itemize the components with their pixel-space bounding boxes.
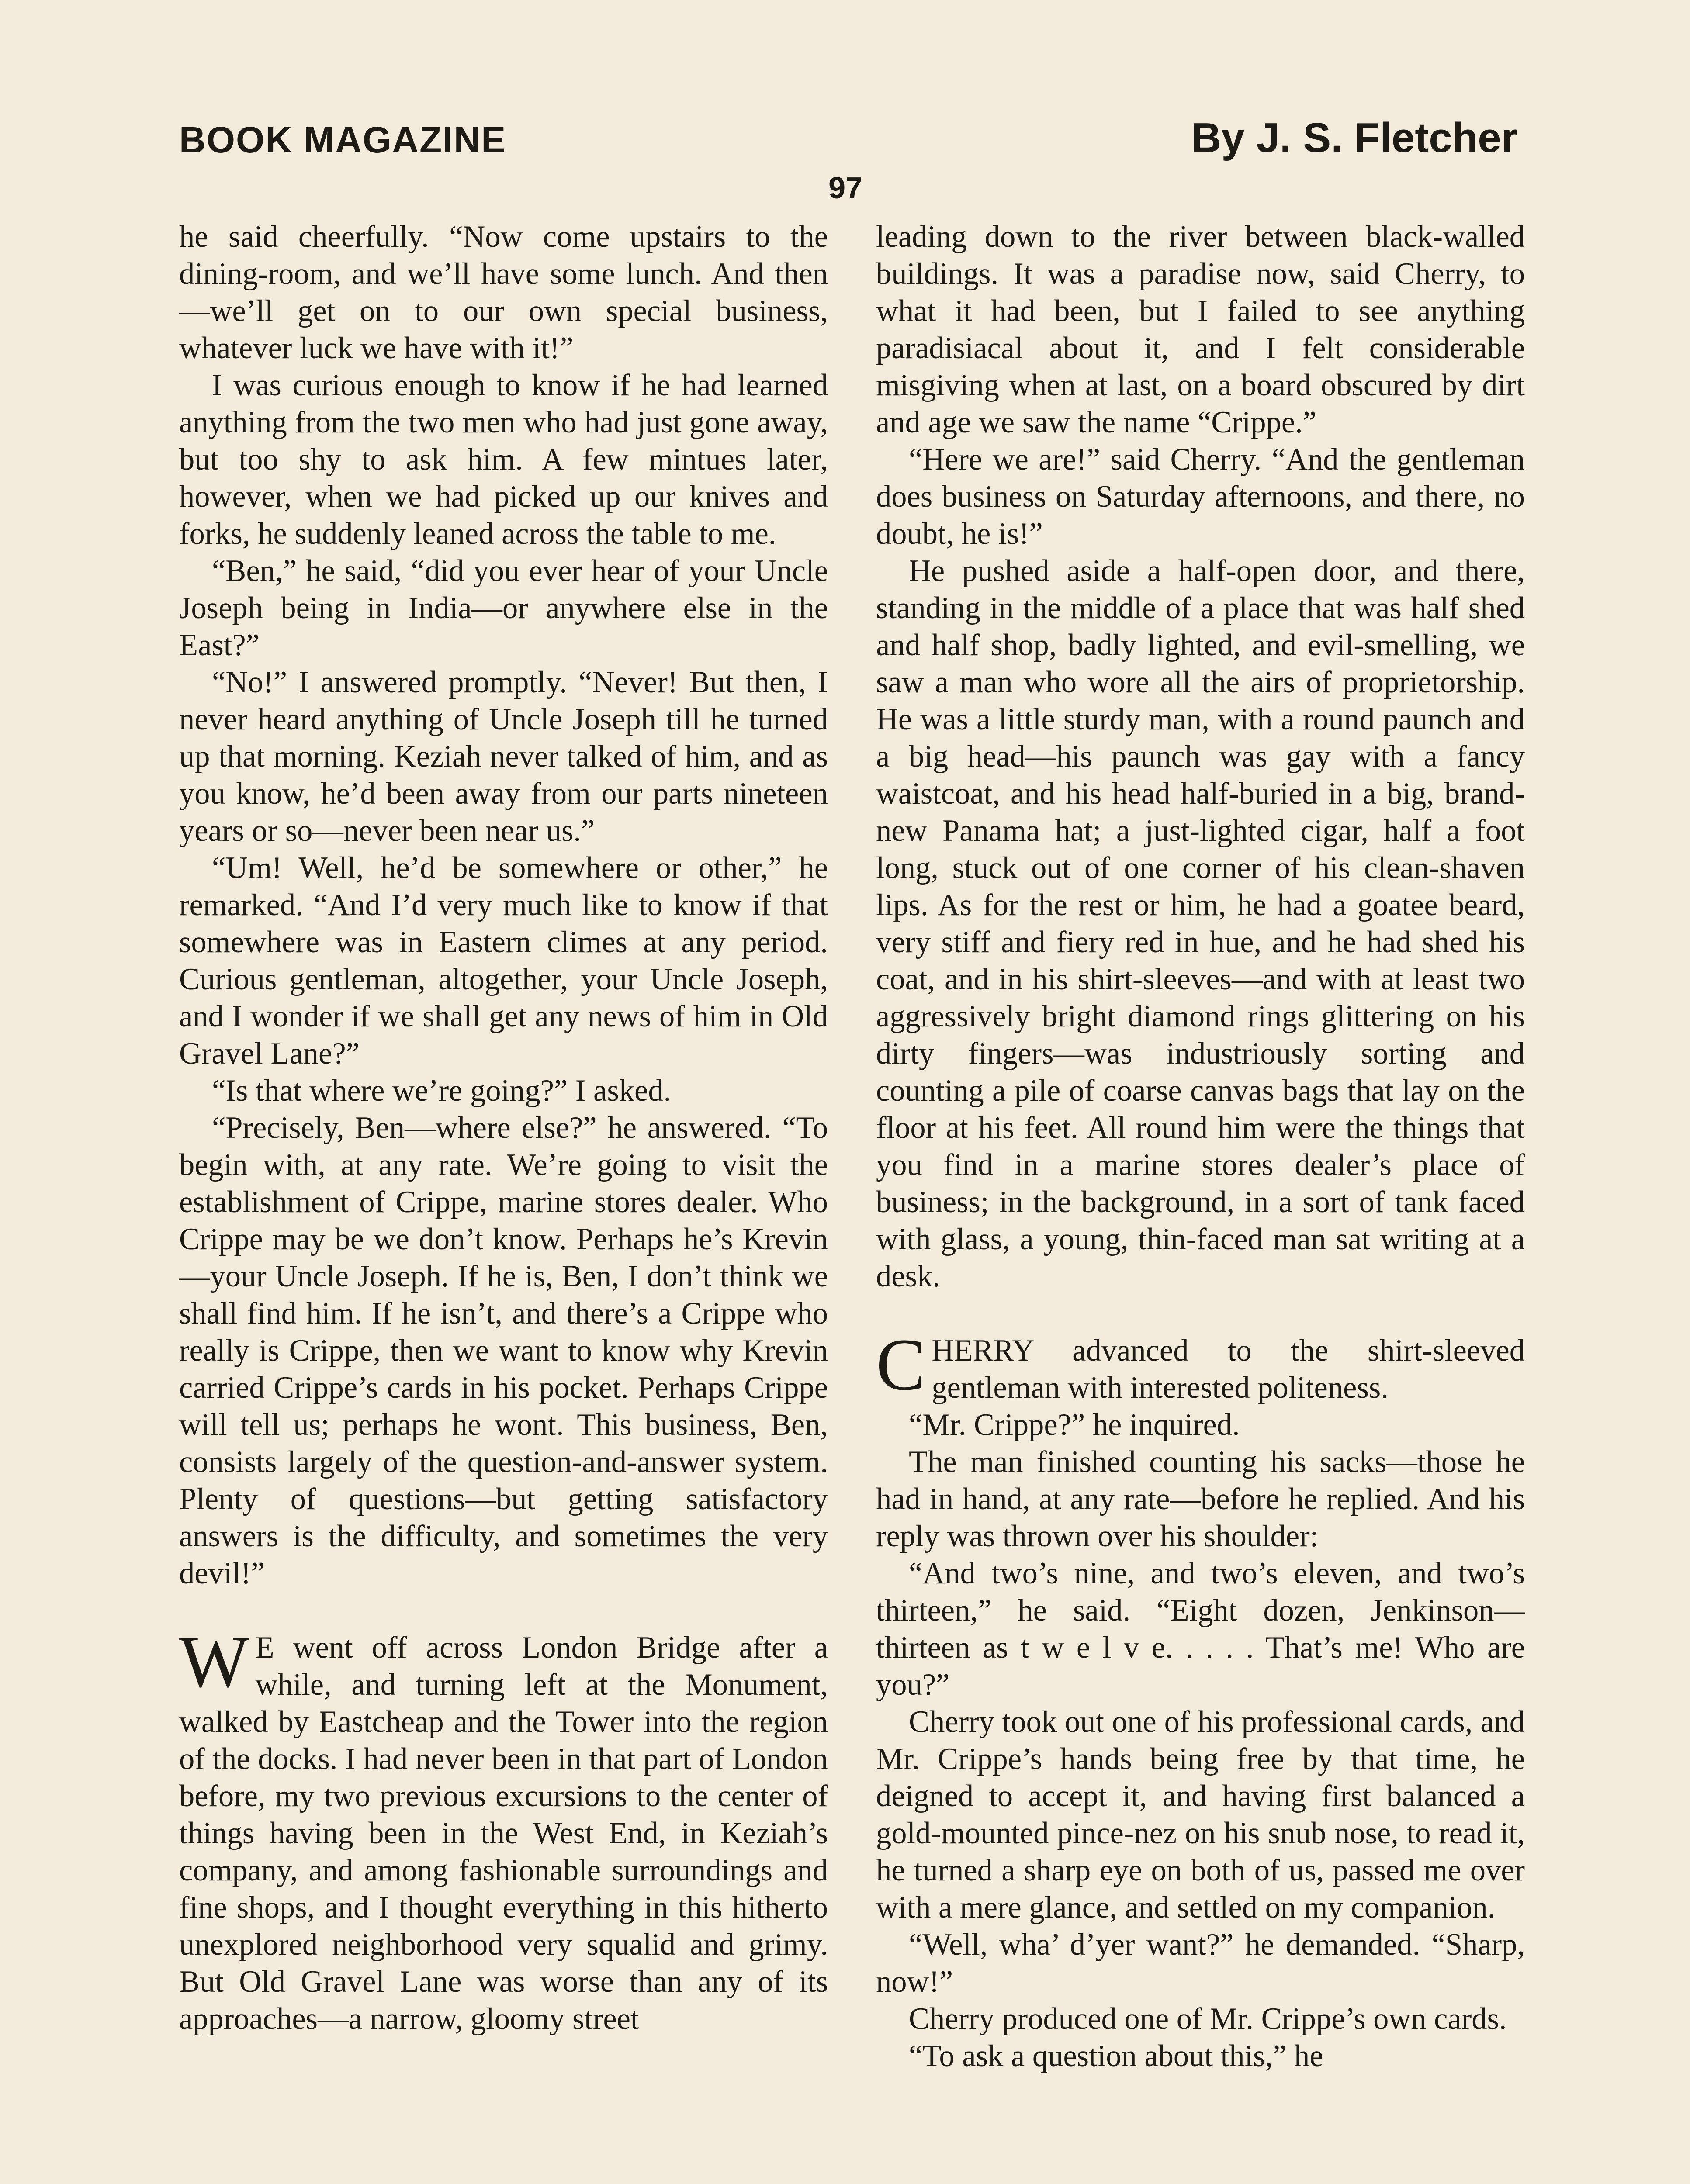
paragraph: “No!” I answered promptly. “Never! But then, I never heard anything of Uncle Joseph till he turned up that morning. Keziah never talked of him, and as you know, he’d been away from our parts nineteen years or so—never been near us.” xyxy=(179,665,828,848)
paragraph-text: HERRY advanced to the shirt-sleeved gentleman with interested politeness. xyxy=(932,1334,1525,1405)
paragraph: he said cheerfully. “Now come upstairs to the dining-room, and we’ll have some lunch. And then—we’ll get on to our own special business, whatever luck we have with it!” xyxy=(179,220,828,365)
magazine-title: BOOK MAGAZINE xyxy=(179,119,507,160)
paragraph: I was curious enough to know if he had learned anything from the two men who had just gone away, but too shy to ask him. A few mintues later, however, when we had picked up our knives and forks, he suddenly leaned across the table to me. xyxy=(179,368,828,551)
author-byline: By J. S. Fletcher xyxy=(1191,114,1517,161)
section-paragraph xyxy=(179,1621,828,2038)
paragraph: “Precisely, Ben—where else?” he answered. “To begin with, at any rate. We’re going to visit the establishment of Crippe, marine stores dealer. Who Crippe may be we don’t know. Perhaps he’s Krevin —your Uncle Joseph. If he is, Ben, I don’t think we shall find him. If he isn’t, and there’s a Crippe who really is Crippe, then we want to know why Krevin carried Crippe’s cards in his pocket. Perhaps Crippe will tell us; perhaps he wont. This business, Ben, consists largely of the question-and-answer system. Plenty of questions—but getting satisfactory answers is the difficulty, and sometimes the very devil!” xyxy=(179,1111,828,1590)
right-column xyxy=(876,218,1525,2075)
paragraph: He pushed aside a half-open door, and there, standing in the middle of a place that was half shed and half shop, badly lighted, and evil-smelling, we saw a man who wore all the airs of proprietorship. He was a little sturdy man, with a round paunch and a big head—his paunch was gay with a fancy waistcoat, and his head half-buried in a big, brand-new Panama hat; a just-lighted cigar, half a foot long, stuck out of one corner of his clean-shaven lips. As for the rest or him, he had a goatee beard, very stiff and fiery red in hue, and he had shed his coat, and in his shirt-sleeves—and with at least two aggressively bright diamond rings glittering on his dirty fingers—was industriously sorting and counting a pile of coarse canvas bags that lay on the floor at his feet. All round him were the things that you find in a marine stores dealer’s place of business; in the background, in a sort of tank faced with glass, a young, thin-faced man sat writing at a desk. xyxy=(876,554,1525,1293)
paragraph: Cherry produced one of Mr. Crippe’s own cards. xyxy=(909,2002,1507,2036)
left-column xyxy=(179,218,828,2038)
paragraph: “Um! Well, he’d be somewhere or other,” he remarked. “And I’d very much like to know if that somewhere was in Eastern climes at any period. Curious gentleman, altogether, your Uncle Joseph, and I wonder if we shall get any news of him in Old Gravel Lane?” xyxy=(179,851,828,1071)
paragraph: leading down to the river between black-walled buildings. It was a paradise now, said Cherry, to what it had been, but I failed to see anything paradisiacal about it, and I felt considerable misgiving when at last, on a board obscured by dirt and age we saw the name “Crippe.” xyxy=(876,220,1525,439)
paragraph: “Mr. Crippe?” he inquired. xyxy=(909,1408,1240,1442)
drop-cap: W xyxy=(179,1621,249,1703)
paragraph: “To ask a question about this,” he xyxy=(909,2039,1323,2073)
paragraph: “Ben,” he said, “did you ever hear of your Uncle Joseph being in India—or anywhere else in the East?” xyxy=(179,554,828,662)
paragraph: “And two’s nine, and two’s eleven, and two’s thirteen,” he said. “Eight dozen, Jenkinson—thirteen as t w e l v e. . . . . That’s me! Who are you?” xyxy=(876,1556,1525,1702)
paragraph: “Well, wha’ d’yer want?” he demanded. “Sharp, now!” xyxy=(876,1928,1525,1999)
page-number: 97 xyxy=(828,171,862,205)
paragraph: Cherry took out one of his professional cards, and Mr. Crippe’s hands being free by that time, he deigned to accept it, and having first balanced a gold-mounted pince-nez on his snub nose, to read it, he turned a sharp eye on both of us, passed me over with a mere glance, and settled on my companion. xyxy=(876,1705,1525,1925)
paragraph-text: E went off across London Bridge after a while, and turning left at the Monument, walked by Eastcheap and the Tower into the region of the docks. I had never been in that part of London before, my two previous excursions to the center of things having been in the West End, in Keziah’s company, and among fashionable surroundings and fine shops, and I thought everything in this hitherto unexplored neighborhood very squalid and grimy. But Old Gravel Lane was worse than any of its approaches—a narrow, gloomy street xyxy=(179,1631,828,2036)
drop-cap: C xyxy=(876,1324,926,1406)
paragraph: “Is that where we’re going?” I asked. xyxy=(212,1074,672,1108)
paragraph: The man finished counting his sacks—those he had in hand, at any rate—before he replied. And his reply was thrown over his shoulder: xyxy=(876,1445,1525,1553)
section-paragraph xyxy=(876,1324,1525,1406)
paragraph: “Here we are!” said Cherry. “And the gentleman does business on Saturday afternoons, and there, no doubt, he is!” xyxy=(876,442,1525,551)
